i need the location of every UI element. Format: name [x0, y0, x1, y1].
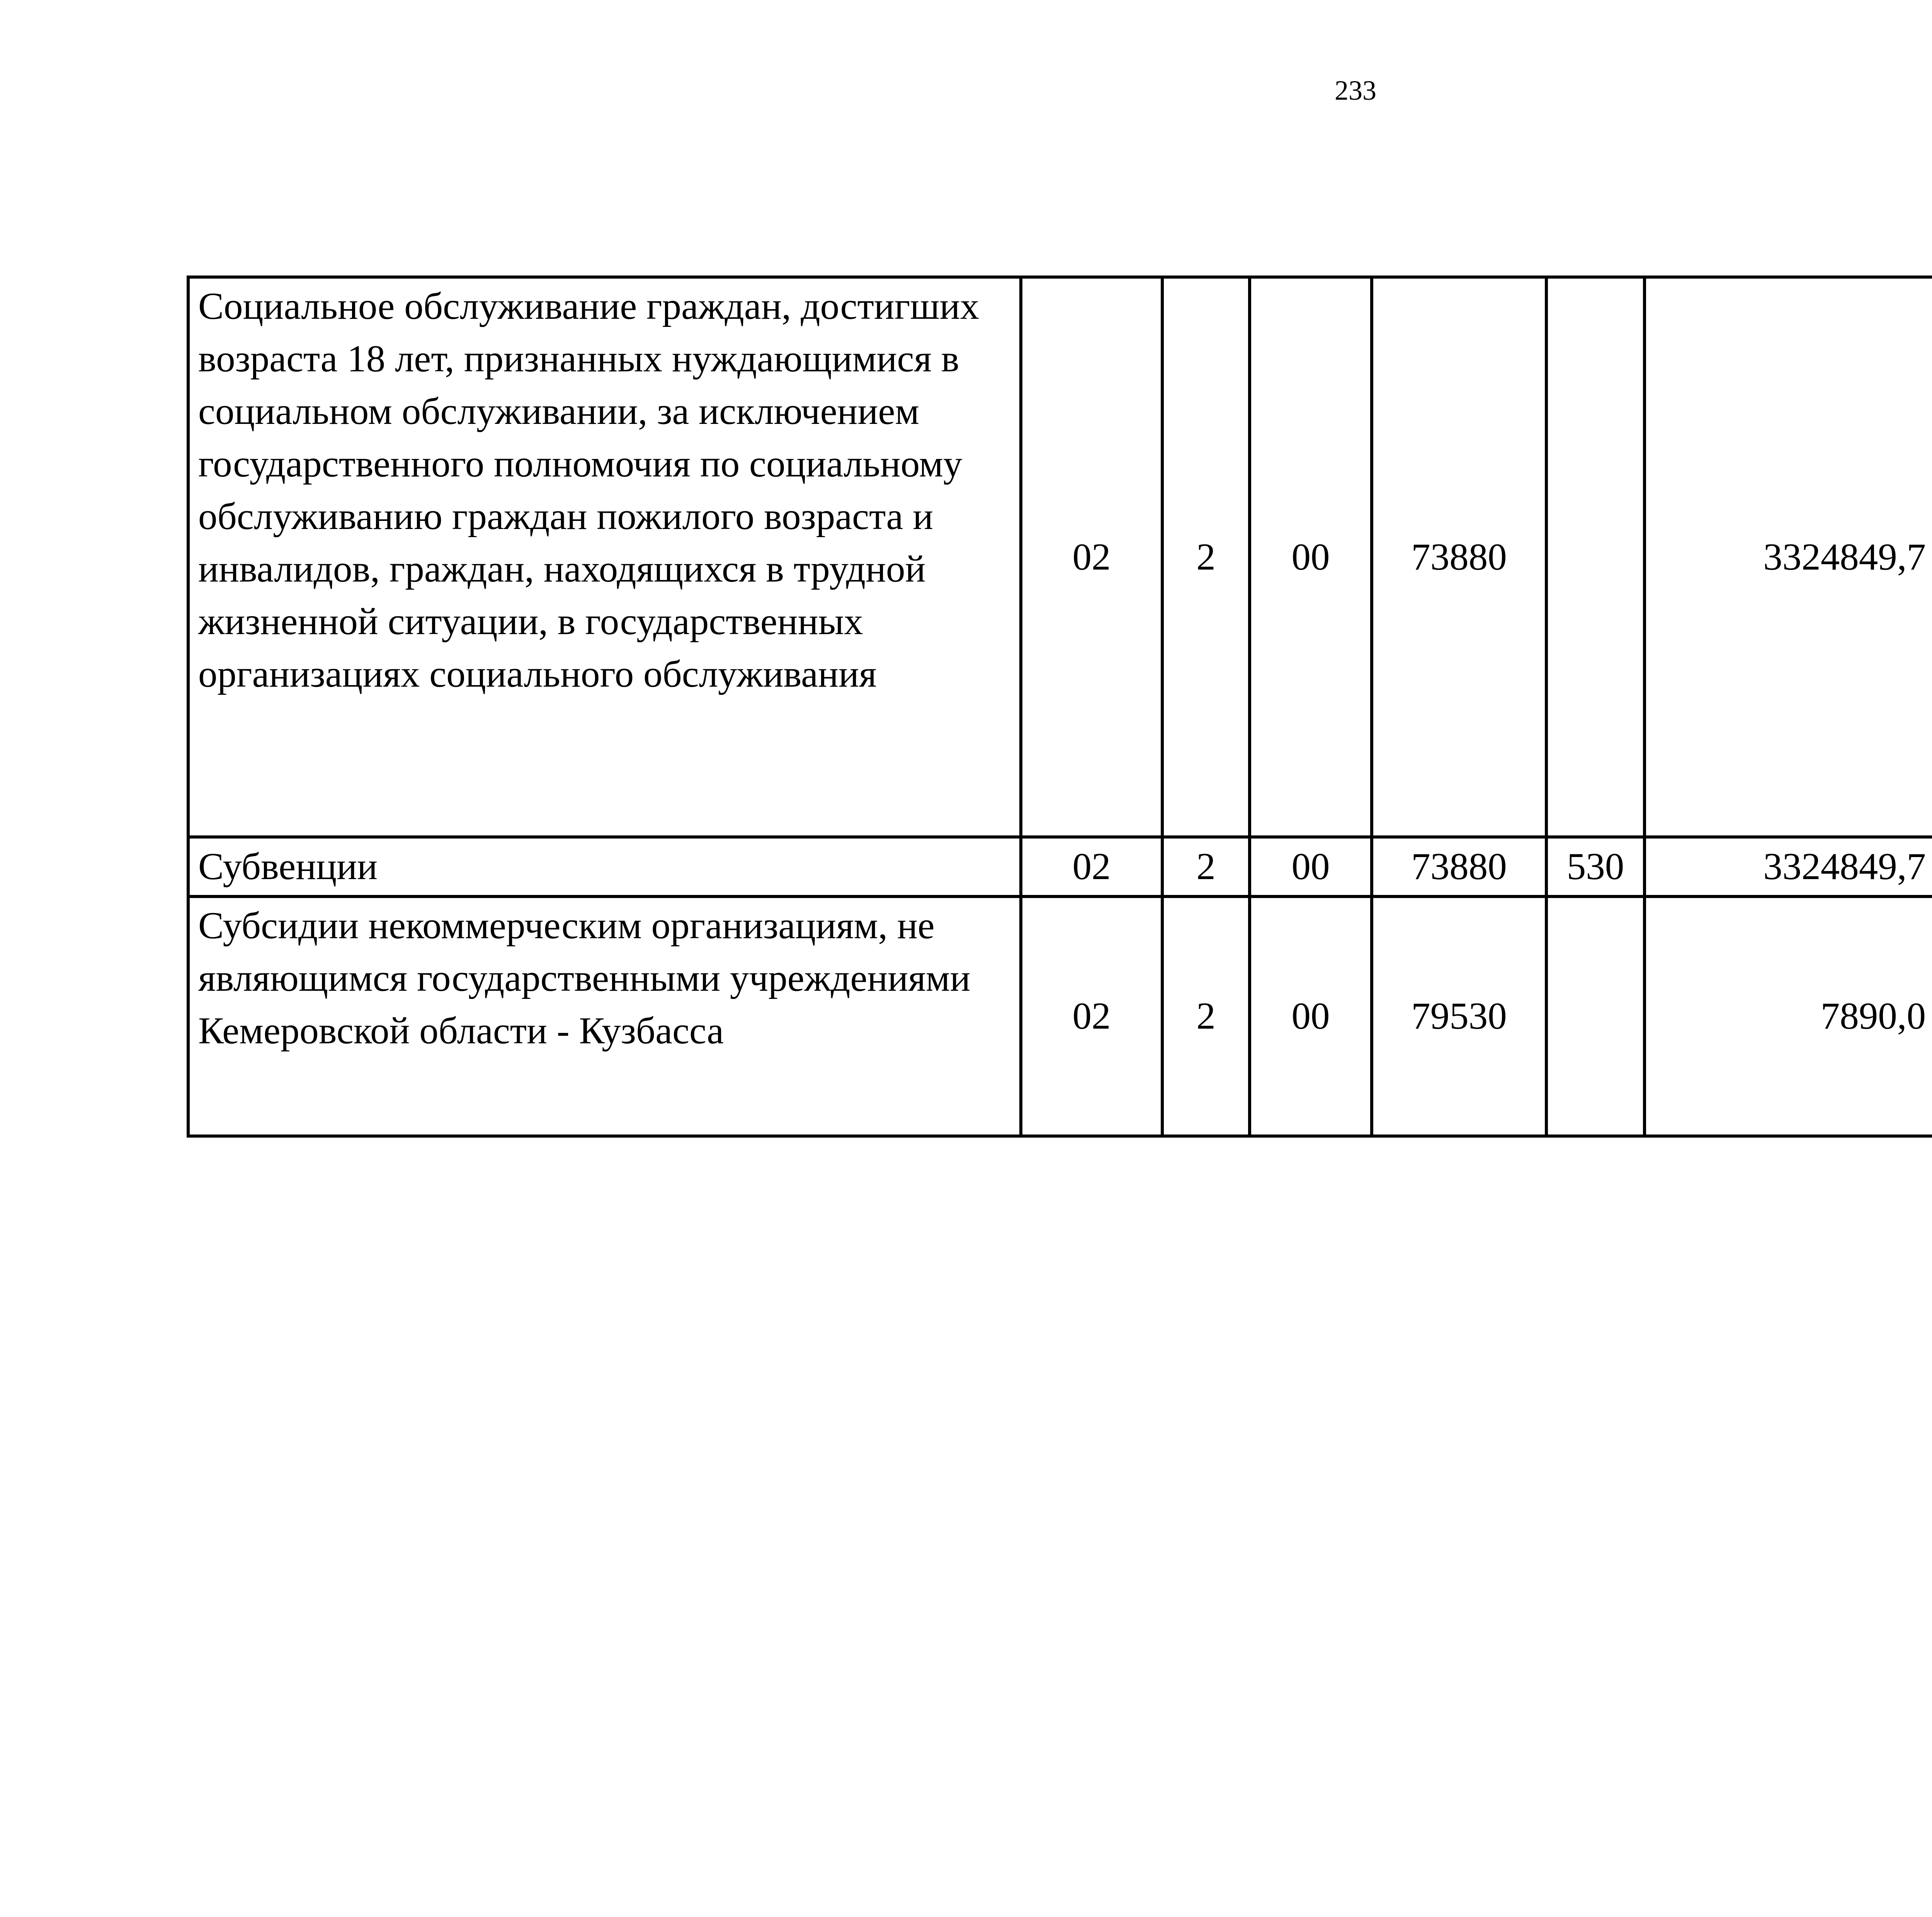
expense-type-cell: 530 [1546, 837, 1645, 896]
expense-type-cell [1546, 896, 1645, 1136]
program-code-cell: 02 [1021, 896, 1162, 1136]
direction-code-cell: 73880 [1372, 837, 1546, 896]
subprogram-code-cell: 2 [1162, 896, 1250, 1136]
subprogram-code-cell: 2 [1162, 837, 1250, 896]
direction-code-cell: 79530 [1372, 896, 1546, 1136]
event-code-cell: 00 [1250, 837, 1372, 896]
row-name-cell: Субсидии некоммерческим организациям, не являющимся государственными учреждениями Кемеровской области - Кузбасса [188, 896, 1021, 1136]
program-code-cell: 02 [1021, 277, 1162, 837]
amount-cell-1: 7890,0 [1645, 896, 1932, 1136]
table-row [188, 277, 1932, 837]
amount-cell-1: 3324849,7 [1645, 277, 1932, 837]
event-code-cell: 00 [1250, 277, 1372, 837]
expense-type-cell [1546, 277, 1645, 837]
table-row [188, 896, 1932, 1136]
direction-code-cell: 73880 [1372, 277, 1546, 837]
program-code-cell: 02 [1021, 837, 1162, 896]
event-code-cell: 00 [1250, 896, 1372, 1136]
amount-cell-1: 3324849,7 [1645, 837, 1932, 896]
page-number: 233 [1335, 75, 1376, 106]
budget-table [187, 276, 1932, 1138]
subprogram-code-cell: 2 [1162, 277, 1250, 837]
row-name-cell: Социальное обслуживание граждан, достигших возраста 18 лет, признанных нуждающимися в социальном обслуживании, за исключением государственного полномочия по социальному обслуживанию граждан пожилого возраста и инвалидов, граждан, находящихся в трудной жизненной ситуации, в государственных организациях социального обслуживания [188, 277, 1021, 837]
row-name-cell: Субвенции [188, 837, 1021, 896]
table-row [188, 837, 1932, 896]
